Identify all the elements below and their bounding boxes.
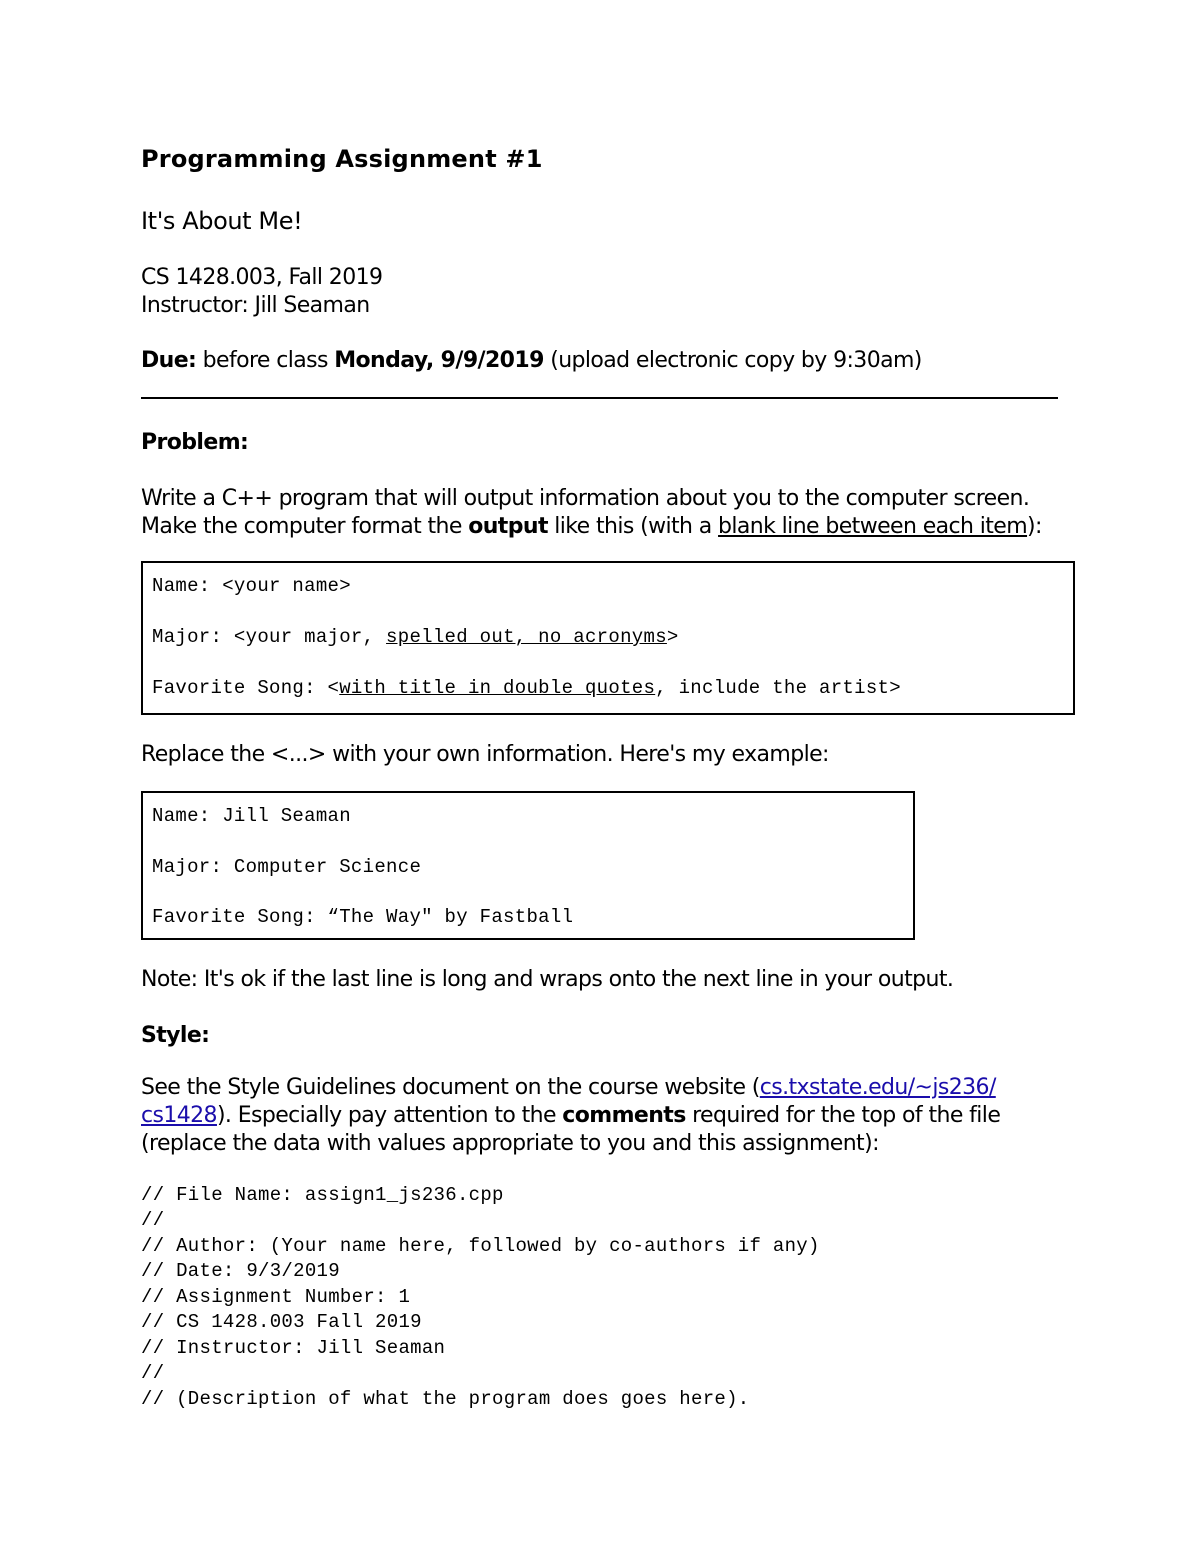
divider-rule: [141, 397, 1058, 399]
course-website-link[interactable]: cs.txstate.edu/~js236/: [759, 1075, 996, 1100]
style-line-3: (replace the data with values appropriate to you and this assignment):: [141, 1131, 879, 1156]
comments-bold: comments: [562, 1103, 686, 1128]
example-major-line: Major: Computer Science: [152, 856, 422, 878]
code-line: // Assignment Number: 1: [141, 1286, 411, 1308]
example-output-box: [141, 791, 915, 940]
code-line: // File Name: assign1_js236.cpp: [141, 1184, 504, 1206]
output-bold: output: [468, 514, 548, 539]
example-name-line: Name: Jill Seaman: [152, 805, 351, 827]
code-line: // Author: (Your name here, followed by co-authors if any): [141, 1235, 820, 1257]
course-info: CS 1428.003, Fall 2019: [141, 265, 383, 290]
page-title: Programming Assignment #1: [141, 145, 543, 173]
due-date: Monday, 9/9/2019: [334, 348, 544, 373]
code-line: //: [141, 1209, 165, 1231]
course-website-link-cont[interactable]: cs1428: [141, 1103, 217, 1128]
code-line: // (Description of what the program does goes here).: [141, 1388, 750, 1410]
replace-instruction: Replace the <...> with your own information. Here's my example:: [141, 742, 829, 767]
style-line-1: See the Style Guidelines document on the course website (cs.txstate.edu/~js236/: [141, 1075, 996, 1100]
style-heading: Style:: [141, 1023, 210, 1048]
code-line: //: [141, 1362, 165, 1384]
code-line: // Instructor: Jill Seaman: [141, 1337, 446, 1359]
style-line-2: cs1428). Especially pay attention to the comments required for the top of the file: [141, 1103, 1001, 1128]
code-line: // CS 1428.003 Fall 2019: [141, 1311, 422, 1333]
due-text-1: before class: [196, 348, 335, 373]
problem-line-1: Write a C++ program that will output information about you to the computer screen.: [141, 486, 1030, 511]
page-subtitle: It's About Me!: [141, 207, 303, 235]
example-song-line: Favorite Song: “The Way" by Fastball: [152, 906, 574, 928]
template-major-line: Major: <your major, spelled out, no acronyms>: [152, 626, 679, 648]
due-label: Due:: [141, 348, 197, 373]
due-line: [141, 347, 922, 375]
due-text-2: (upload electronic copy by 9:30am): [543, 348, 922, 373]
blank-line-underline: blank line between each item: [718, 514, 1028, 539]
problem-line-2: Make the computer format the output like this (with a blank line between each item):: [141, 514, 1042, 539]
template-output-box: [141, 561, 1075, 715]
template-name-line: Name: <your name>: [152, 575, 351, 597]
instructor-info: Instructor: Jill Seaman: [141, 293, 370, 318]
note-text: Note: It's ok if the last line is long and wraps onto the next line in your output.: [141, 967, 954, 992]
code-line: // Date: 9/3/2019: [141, 1260, 340, 1282]
problem-heading: Problem:: [141, 430, 249, 455]
template-song-line: Favorite Song: <with title in double quotes, include the artist>: [152, 677, 901, 699]
